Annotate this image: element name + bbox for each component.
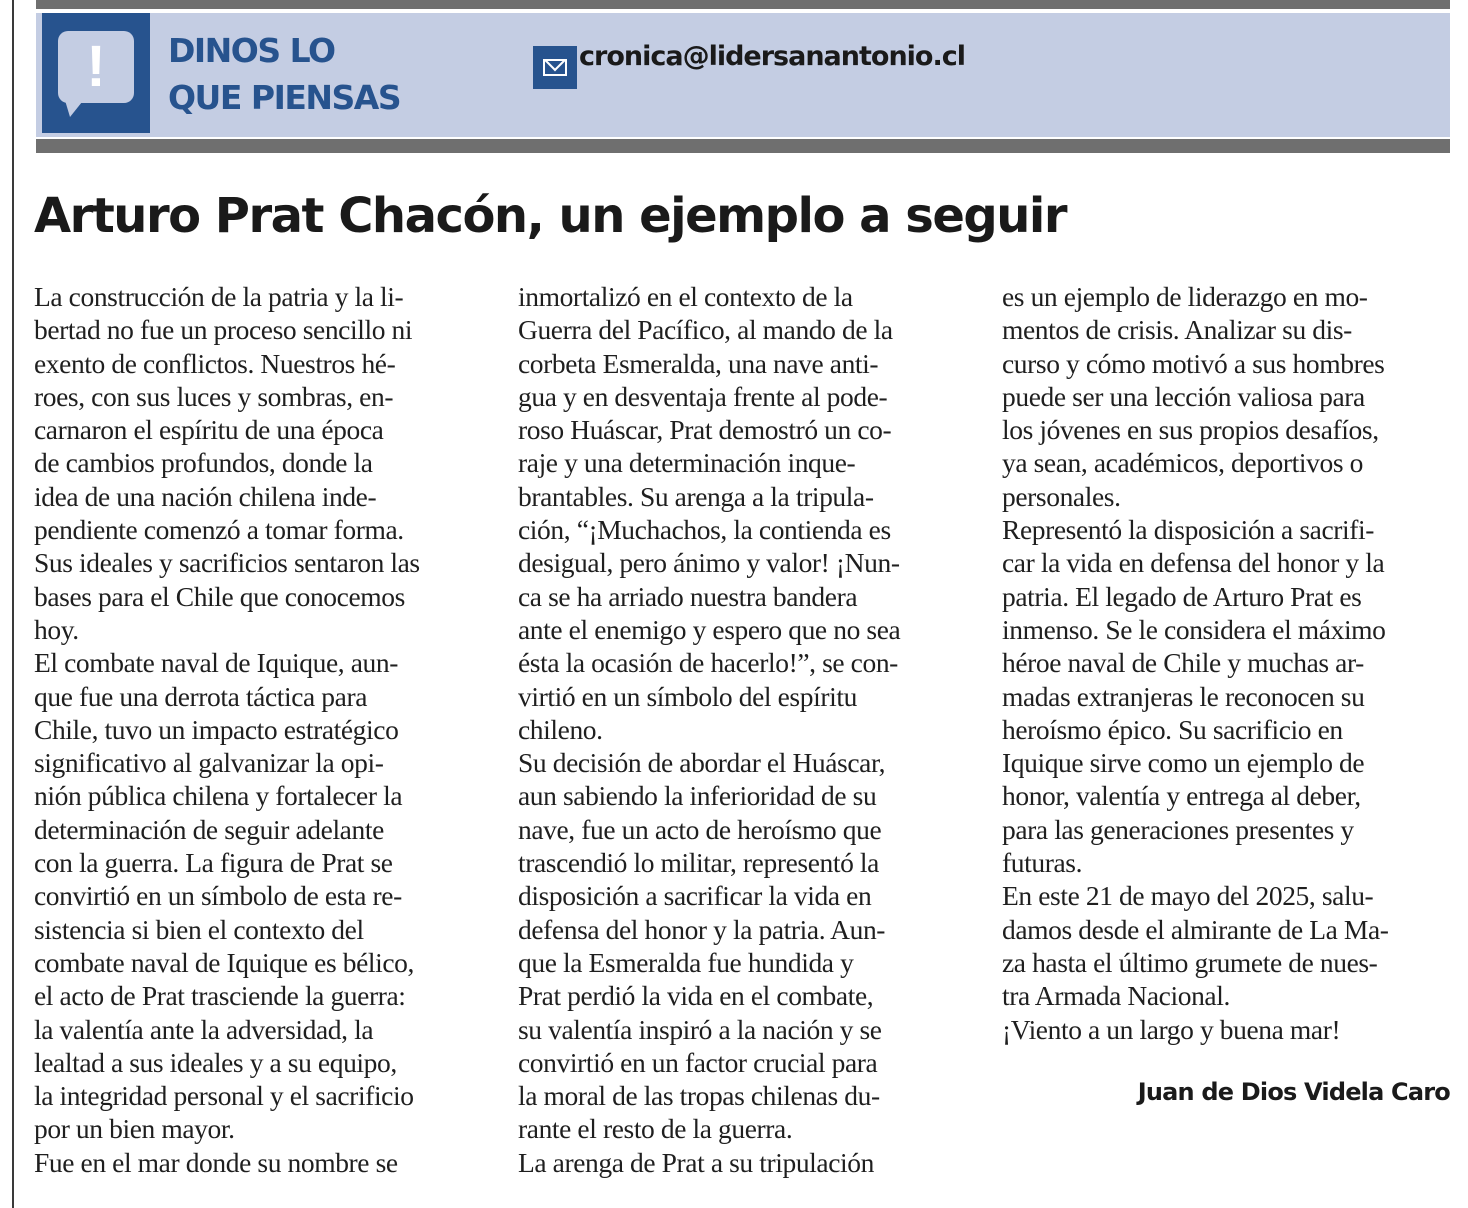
section-title — [168, 27, 428, 121]
article-line: carnaron el espíritu de una época — [34, 414, 384, 446]
article-line: Iquique sirve como un ejemplo de — [1002, 747, 1365, 779]
article-line: Representó la disposición a sacrifi- — [1002, 514, 1375, 546]
article-line: ya sean, académicos, deportivos o — [1002, 447, 1363, 479]
contact-email[interactable]: cronica@lidersanantonio.cl — [579, 41, 965, 72]
article-line: roes, con sus luces y sombras, en- — [34, 380, 394, 412]
article-line: el acto de Prat trasciende la guerra: — [34, 980, 406, 1012]
article-line: la valentía ante la adversidad, la — [34, 1013, 374, 1045]
envelope-icon — [533, 46, 577, 89]
article-line: Su decisión de abordar el Huáscar, — [518, 747, 886, 779]
article-line: ¡Viento a un largo y buena mar! — [1002, 1013, 1341, 1045]
article-line: nión pública chilena y fortalecer la — [34, 780, 403, 812]
article-line: exento de conflictos. Nuestros hé- — [34, 347, 396, 379]
article-line: En este 21 de mayo del 2025, salu- — [1002, 880, 1374, 912]
article-line: Sus ideales y sacrificios sentaron las — [34, 547, 420, 579]
article-line: pendiente comenzó a tomar forma. — [34, 514, 404, 546]
article-line: brantables. Su arenga a la tripula- — [518, 480, 874, 512]
section-title-line1: DINOS LO — [168, 31, 335, 70]
article-line: trascendió lo militar, representó la — [518, 847, 879, 879]
exclamation-icon: ! — [86, 34, 106, 99]
article-line: tra Armada Nacional. — [1002, 980, 1230, 1012]
article-line: los jóvenes en sus propios desafíos, — [1002, 414, 1379, 446]
article-line: la integridad personal y el sacrificio — [34, 1080, 414, 1112]
article-line: ante el enemigo y espero que no sea — [518, 613, 901, 645]
article-line: héroe naval de Chile y muchas ar- — [1002, 647, 1364, 679]
article-line: de cambios profundos, donde la — [34, 447, 373, 479]
author-signature: Juan de Dios Videla Caro — [1137, 1078, 1450, 1106]
article-line: convirtió en un símbolo de esta re- — [34, 880, 402, 912]
article-line: aun sabiendo la inferioridad de su — [518, 780, 877, 812]
article-line: futuras. — [1002, 847, 1083, 879]
article-line: para las generaciones presentes y — [1002, 813, 1354, 845]
article-line: El combate naval de Iquique, aun- — [34, 647, 399, 679]
article-line: es un ejemplo de liderazgo en mo- — [1002, 281, 1368, 312]
section-title-line2: QUE PIENSAS — [168, 78, 401, 117]
article-line: bases para el Chile que conocemos — [34, 580, 405, 612]
article-line: determinación de seguir adelante — [34, 813, 384, 845]
article-line: hoy. — [34, 613, 79, 645]
article-line: que fue una derrota táctica para — [34, 680, 368, 712]
article-line: bertad no fue un proceso sencillo ni — [34, 314, 413, 346]
article-line: La construcción de la patria y la li- — [34, 281, 404, 312]
article-line: que la Esmeralda fue hundida y — [518, 946, 854, 978]
article-line: curso y cómo motivó a sus hombres — [1002, 347, 1385, 379]
article-line: sistencia si bien el contexto del — [34, 913, 364, 945]
article-line: honor, valentía y entrega al deber, — [1002, 780, 1361, 812]
article-line: Chile, tuvo un impacto estratégico — [34, 713, 399, 745]
article-line: nave, fue un acto de heroísmo que — [518, 813, 882, 845]
article-line: patria. El legado de Arturo Prat es — [1002, 580, 1362, 612]
article-line: corbeta Esmeralda, una nave anti- — [518, 347, 879, 379]
article-line: mentos de crisis. Analizar su dis- — [1002, 314, 1352, 346]
badge — [42, 13, 150, 133]
article-line: defensa del honor y la patria. Aun- — [518, 913, 886, 945]
top-rule — [36, 0, 1450, 9]
article-line: La arenga de Prat a su tripulación — [518, 1146, 874, 1178]
article-line: car la vida en defensa del honor y la — [1002, 547, 1385, 579]
article-line: ción, “¡Muchachos, la contienda es — [518, 514, 891, 546]
article-line: idea de una nación chilena inde- — [34, 480, 377, 512]
article-headline: Arturo Prat Chacón, un ejemplo a seguir — [34, 188, 1067, 244]
article-line: Prat perdió la vida en el combate, — [518, 980, 874, 1012]
article-line: significativo al galvanizar la opi- — [34, 747, 384, 779]
article-line: disposición a sacrificar la vida en — [518, 880, 872, 912]
article-line: convirtió en un factor crucial para — [518, 1046, 878, 1078]
article-line: rante el resto de la guerra. — [518, 1113, 793, 1145]
article-line: inmenso. Se le considera el máximo — [1002, 613, 1386, 645]
article-column-3 — [1002, 280, 1452, 1046]
article-line: combate naval de Iquique es bélico, — [34, 946, 415, 978]
header-bottom-rule — [36, 139, 1450, 153]
article-line: roso Huáscar, Prat demostró un co- — [518, 414, 892, 446]
article-line: za hasta el último grumete de nues- — [1002, 946, 1378, 978]
article-line: su valentía inspiró a la nación y se — [518, 1013, 882, 1045]
article-line: virtió en un símbolo del espíritu — [518, 680, 857, 712]
article-line: ca se ha arriado nuestra bandera — [518, 580, 858, 612]
article-line: heroísmo épico. Su sacrificio en — [1002, 713, 1343, 745]
article-line: Guerra del Pacífico, al mando de la — [518, 314, 893, 346]
article-line: chileno. — [518, 713, 603, 745]
article-line: gua y en desventaja frente al pode- — [518, 380, 888, 412]
article-line: personales. — [1002, 480, 1121, 512]
article-column-2 — [518, 280, 968, 1179]
article-line: inmortalizó en el contexto de la — [518, 281, 853, 312]
article-column-1 — [34, 280, 484, 1179]
article-line: damos desde el almirante de La Ma- — [1002, 913, 1389, 945]
article-line: puede ser una lección valiosa para — [1002, 380, 1365, 412]
section-header — [36, 13, 1450, 137]
article-line: madas extranjeras le reconocen su — [1002, 680, 1365, 712]
article-line: ésta la ocasión de hacerlo!”, se con- — [518, 647, 898, 679]
article-line: lealtad a sus ideales y a su equipo, — [34, 1046, 397, 1078]
article-line: desigual, pero ánimo y valor! ¡Nun- — [518, 547, 900, 579]
article-line: con la guerra. La figura de Prat se — [34, 847, 393, 879]
article-line: por un bien mayor. — [34, 1113, 235, 1145]
left-border-rule — [12, 0, 14, 1208]
article-line: raje y una determinación inque- — [518, 447, 856, 479]
article-line: la moral de las tropas chilenas du- — [518, 1080, 880, 1112]
article-line: Fue en el mar donde su nombre se — [34, 1146, 398, 1178]
